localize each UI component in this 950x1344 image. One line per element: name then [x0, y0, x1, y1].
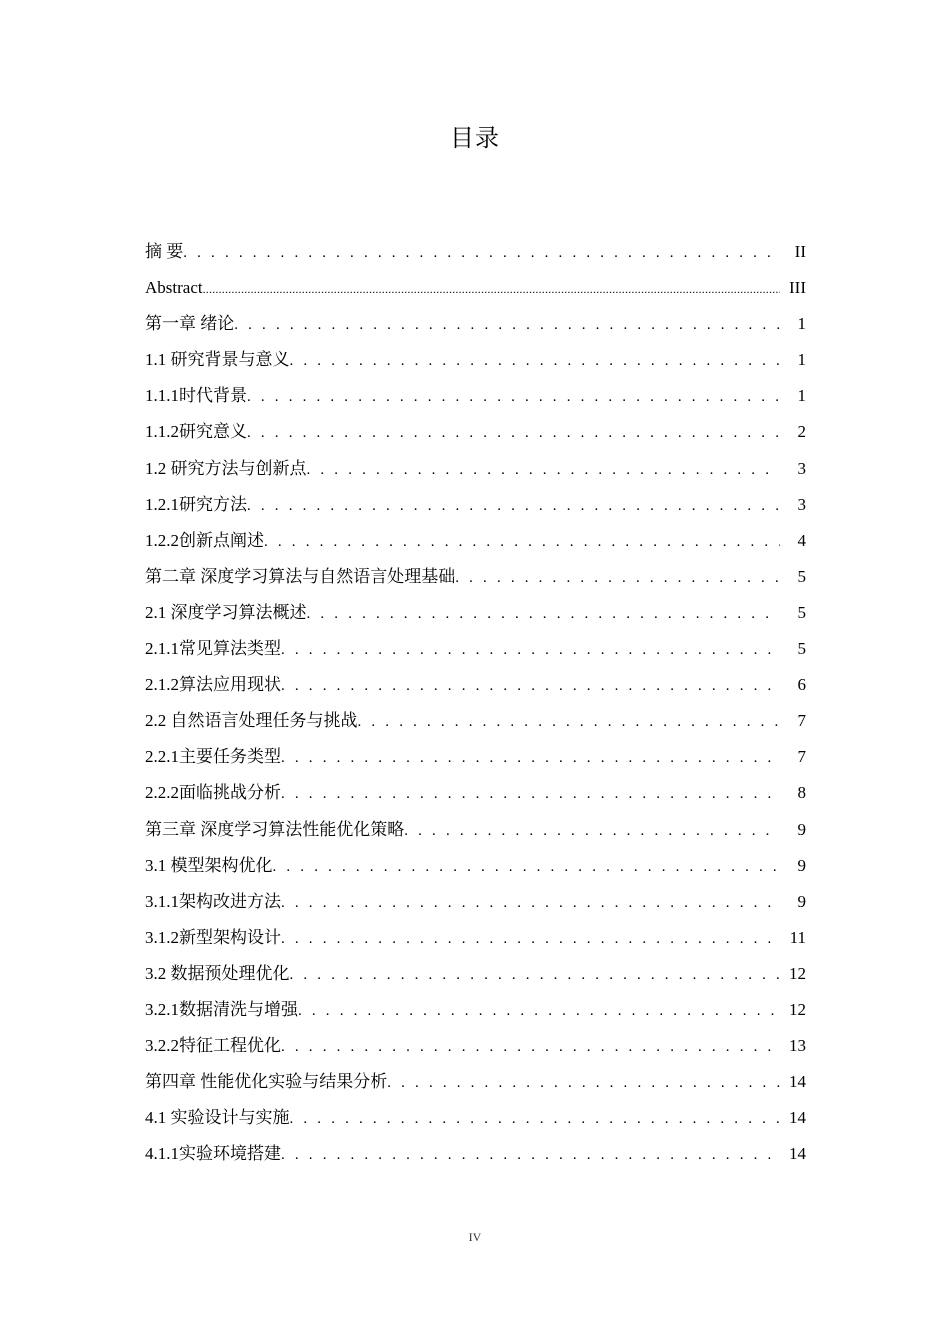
toc-entry-number: 4.1.1 — [145, 1144, 179, 1164]
toc-entry[interactable] — [145, 631, 806, 667]
toc-entry-label: 4.1 实验设计与实施 — [145, 1108, 290, 1128]
toc-entry[interactable] — [145, 739, 806, 775]
toc-entry-label: 研究方法 — [179, 494, 247, 514]
toc-entry[interactable] — [145, 812, 806, 848]
toc-dot-leader — [234, 307, 780, 343]
toc-dot-leader — [307, 596, 781, 632]
toc-dot-leader — [203, 271, 780, 307]
toc-entry-page: III — [789, 278, 806, 298]
toc-entry-label: 第三章 深度学习算法性能优化策略 — [145, 819, 405, 839]
toc-dot-leader — [290, 1101, 781, 1137]
toc-entry-label: 第二章 深度学习算法与自然语言处理基础 — [145, 566, 456, 586]
toc-entry-page: 3 — [797, 458, 806, 478]
toc-entry-page: 5 — [797, 566, 806, 586]
toc-entry[interactable] — [145, 775, 806, 811]
toc-entry-number: 2.1.2 — [145, 675, 179, 695]
toc-entry-label: 1.2 研究方法与创新点 — [145, 458, 307, 478]
toc-entry-page: 6 — [797, 675, 806, 695]
toc-entry-page: 3 — [797, 494, 806, 514]
toc-entry-page: 11 — [789, 927, 806, 947]
toc-dot-leader — [273, 849, 781, 885]
toc-entry[interactable] — [145, 1100, 806, 1136]
toc-entry-page: 8 — [797, 783, 806, 803]
toc-entry-label: 实验环境搭建 — [179, 1144, 281, 1164]
toc-dot-leader — [247, 488, 780, 524]
toc-entry-page: II — [794, 242, 806, 261]
toc-entry[interactable] — [145, 234, 806, 270]
toc-entry-page: 9 — [797, 855, 806, 875]
toc-dot-leader — [281, 1137, 780, 1173]
toc-dot-leader — [281, 776, 780, 812]
toc-dot-leader — [264, 524, 780, 560]
toc-entry[interactable] — [145, 1064, 806, 1100]
page-title: 目录 — [450, 124, 500, 152]
toc-entry[interactable] — [145, 270, 806, 306]
toc-entry-number: 3.1.2 — [145, 927, 179, 947]
toc-entry-page: 7 — [797, 711, 806, 731]
toc-entry-label: 架构改进方法 — [179, 891, 281, 911]
toc-entry-page: 14 — [789, 1072, 806, 1092]
toc-dot-leader — [183, 235, 780, 271]
toc-entry-label: 新型架构设计 — [179, 927, 281, 947]
toc-entry[interactable] — [145, 451, 806, 487]
toc-dot-leader — [247, 415, 780, 451]
toc-dot-leader — [281, 921, 780, 957]
toc-dot-leader — [358, 704, 781, 740]
toc-entry-number: 2.2.2 — [145, 783, 179, 803]
toc-entry-number: 1.2.2 — [145, 530, 179, 550]
toc-entry-number: 1.1.1 — [145, 386, 179, 406]
toc-entry-label: 研究意义 — [179, 422, 247, 442]
toc-entry[interactable] — [145, 414, 806, 450]
toc-entry-number: 1.2.1 — [145, 494, 179, 514]
toc-dot-leader — [404, 813, 780, 849]
toc-entry-page: 9 — [797, 819, 806, 839]
toc-entry-label: 1.1 研究背景与意义 — [145, 350, 290, 370]
toc-entry-number: 3.2.1 — [145, 999, 179, 1019]
toc-dot-leader — [281, 668, 780, 704]
toc-entry[interactable] — [145, 1028, 806, 1064]
toc-dot-leader — [281, 632, 780, 668]
toc-entry-label: 创新点阐述 — [179, 530, 264, 550]
toc-entry[interactable] — [145, 306, 806, 342]
toc-dot-leader — [307, 452, 781, 488]
toc-entry[interactable] — [145, 378, 806, 414]
toc-entry[interactable] — [145, 342, 806, 378]
toc-entry-page: 1 — [797, 314, 806, 334]
toc-entry-number: 1.1.2 — [145, 422, 179, 442]
toc-dot-leader — [281, 740, 780, 776]
toc-entry-page: 12 — [789, 963, 806, 983]
toc-entry[interactable] — [145, 884, 806, 920]
toc-entry[interactable] — [145, 559, 806, 595]
toc-entry[interactable] — [145, 595, 806, 631]
toc-entry-label: 3.1 模型架构优化 — [145, 855, 273, 875]
table-of-contents — [145, 234, 806, 1172]
toc-entry-label: 算法应用现状 — [179, 675, 281, 695]
toc-entry-label: 第四章 性能优化实验与结果分析 — [145, 1072, 388, 1092]
toc-entry[interactable] — [145, 1136, 806, 1172]
toc-dot-leader — [281, 1029, 780, 1065]
toc-entry-label: 数据清洗与增强 — [179, 999, 298, 1019]
toc-entry-number: 3.1.1 — [145, 891, 179, 911]
toc-dot-leader — [247, 379, 780, 415]
toc-entry-label: 2.2 自然语言处理任务与挑战 — [145, 711, 358, 731]
toc-entry-page: 9 — [797, 891, 806, 911]
toc-entry-page: 13 — [789, 1036, 806, 1056]
toc-dot-leader — [298, 993, 780, 1029]
toc-dot-leader — [281, 885, 780, 921]
toc-dot-leader — [455, 560, 780, 596]
toc-entry-page: 1 — [797, 386, 806, 406]
toc-entry[interactable] — [145, 667, 806, 703]
toc-entry-label: 面临挑战分析 — [179, 783, 281, 803]
toc-entry-label: 常见算法类型 — [179, 639, 281, 659]
toc-entry-label: 主要任务类型 — [179, 747, 281, 767]
toc-entry-page: 7 — [797, 747, 806, 767]
toc-entry-label: 特征工程优化 — [179, 1036, 281, 1056]
toc-entry[interactable] — [145, 523, 806, 559]
toc-entry[interactable] — [145, 487, 806, 523]
toc-entry-label: 第一章 绪论 — [145, 314, 235, 334]
toc-dot-leader — [290, 343, 781, 379]
toc-entry-label: 2.1 深度学习算法概述 — [145, 602, 307, 622]
toc-entry-label: Abstract — [145, 278, 203, 298]
toc-entry[interactable] — [145, 703, 806, 739]
toc-entry-page: 1 — [797, 350, 806, 370]
toc-entry[interactable] — [145, 920, 806, 956]
toc-entry[interactable] — [145, 956, 806, 992]
toc-entry-page: 5 — [797, 602, 806, 622]
toc-dot-leader — [387, 1065, 780, 1101]
toc-entry-page: 14 — [789, 1108, 806, 1128]
toc-entry-page: 5 — [797, 639, 806, 659]
page-number: IV — [468, 1230, 482, 1244]
toc-entry-label: 摘 要 — [145, 242, 184, 261]
toc-entry[interactable] — [145, 992, 806, 1028]
toc-entry-number: 2.1.1 — [145, 639, 179, 659]
toc-entry-number: 2.2.1 — [145, 747, 179, 767]
toc-entry-page: 2 — [797, 422, 806, 442]
toc-entry-page: 12 — [789, 999, 806, 1019]
toc-entry-label: 时代背景 — [179, 386, 247, 406]
toc-entry-page: 14 — [789, 1144, 806, 1164]
toc-entry-page: 4 — [797, 530, 806, 550]
toc-entry-number: 3.2.2 — [145, 1036, 179, 1056]
toc-dot-leader — [290, 957, 781, 993]
toc-entry-label: 3.2 数据预处理优化 — [145, 963, 290, 983]
toc-entry[interactable] — [145, 848, 806, 884]
